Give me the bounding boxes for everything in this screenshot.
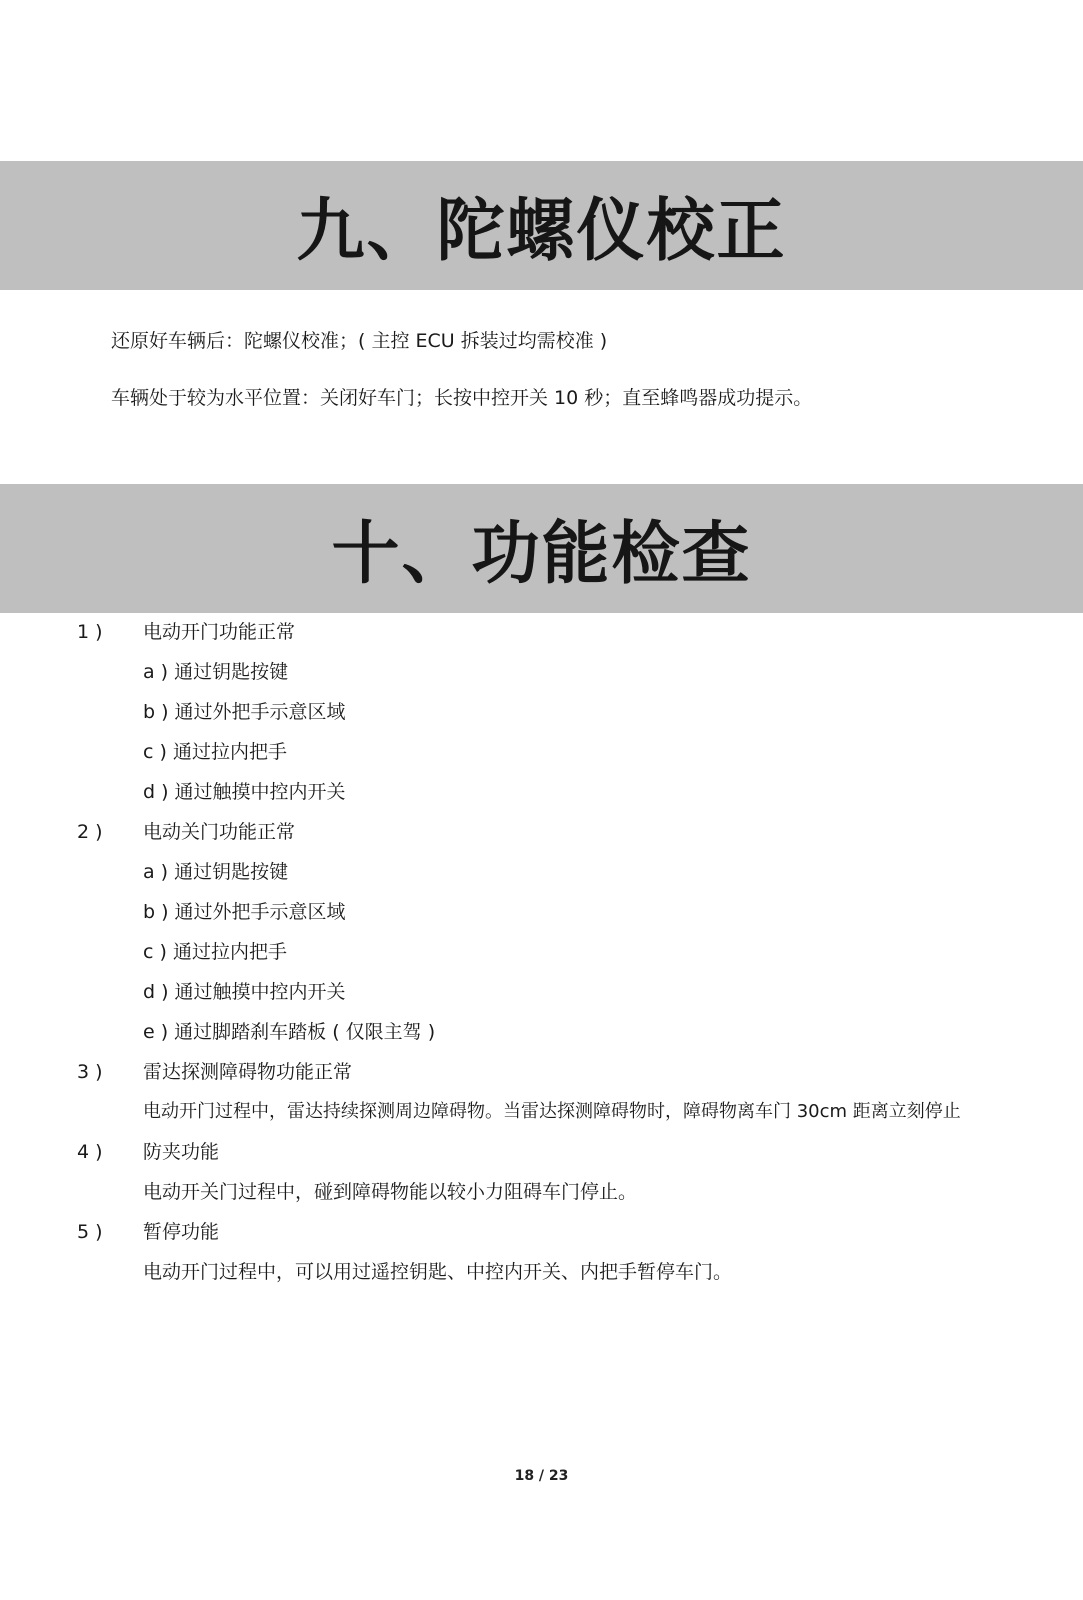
item-4-title: 防夹功能 [143, 1141, 220, 1163]
item-4-description: 电动开关门过程中，碰到障碍物能以较小力阻碍车门停止。 [143, 1181, 638, 1203]
calibration-paragraph-1: 还原好车辆后：陀螺仪校准；( 主控 ECU 拆装过均需校准 ) [111, 330, 608, 352]
item-3-description: 电动开门过程中，雷达持续探测周边障碍物。当雷达探测障碍物时，障碍物离车门 30cm 距离立刻停止 [143, 1101, 961, 1122]
item-5-description: 电动开门过程中，可以用过遥控钥匙、中控内开关、内把手暂停车门。 [143, 1261, 733, 1283]
calibration-paragraph-2: 车辆处于较为水平位置：关闭好车门；长按中控开关 10 秒；直至蜂鸣器成功提示。 [111, 387, 813, 409]
section-10-header [0, 484, 1083, 613]
item-2-sub-a: a ) 通过钥匙按键 [143, 861, 289, 883]
item-3-title: 雷达探测障碍物功能正常 [143, 1061, 353, 1083]
item-1-sub-d: d ) 通过触摸中控内开关 [143, 781, 346, 803]
item-5-number: 5 ) [77, 1221, 103, 1243]
item-3-number: 3 ) [77, 1061, 103, 1083]
section-9-header [0, 161, 1083, 290]
item-1-number: 1 ) [77, 621, 103, 643]
item-2-number: 2 ) [77, 821, 103, 843]
item-2-sub-d: d ) 通过触摸中控内开关 [143, 981, 346, 1003]
item-1-title: 电动开门功能正常 [143, 621, 296, 643]
section-10-title: 十、功能检查 [331, 515, 752, 594]
item-4-number: 4 ) [77, 1141, 103, 1163]
item-2-sub-b: b ) 通过外把手示意区域 [143, 901, 346, 923]
item-2-title: 电动关门功能正常 [143, 821, 296, 843]
item-1-sub-a: a ) 通过钥匙按键 [143, 661, 289, 683]
item-5-title: 暂停功能 [143, 1221, 220, 1243]
page-number: 18 / 23 [514, 1468, 569, 1484]
item-2-sub-e: e ) 通过脚踏刹车踏板 ( 仅限主驾 ) [143, 1021, 436, 1043]
item-1-sub-c: c ) 通过拉内把手 [143, 741, 287, 763]
item-2-sub-c: c ) 通过拉内把手 [143, 941, 287, 963]
section-9-title: 九、陀螺仪校正 [296, 192, 787, 271]
item-1-sub-b: b ) 通过外把手示意区域 [143, 701, 346, 723]
